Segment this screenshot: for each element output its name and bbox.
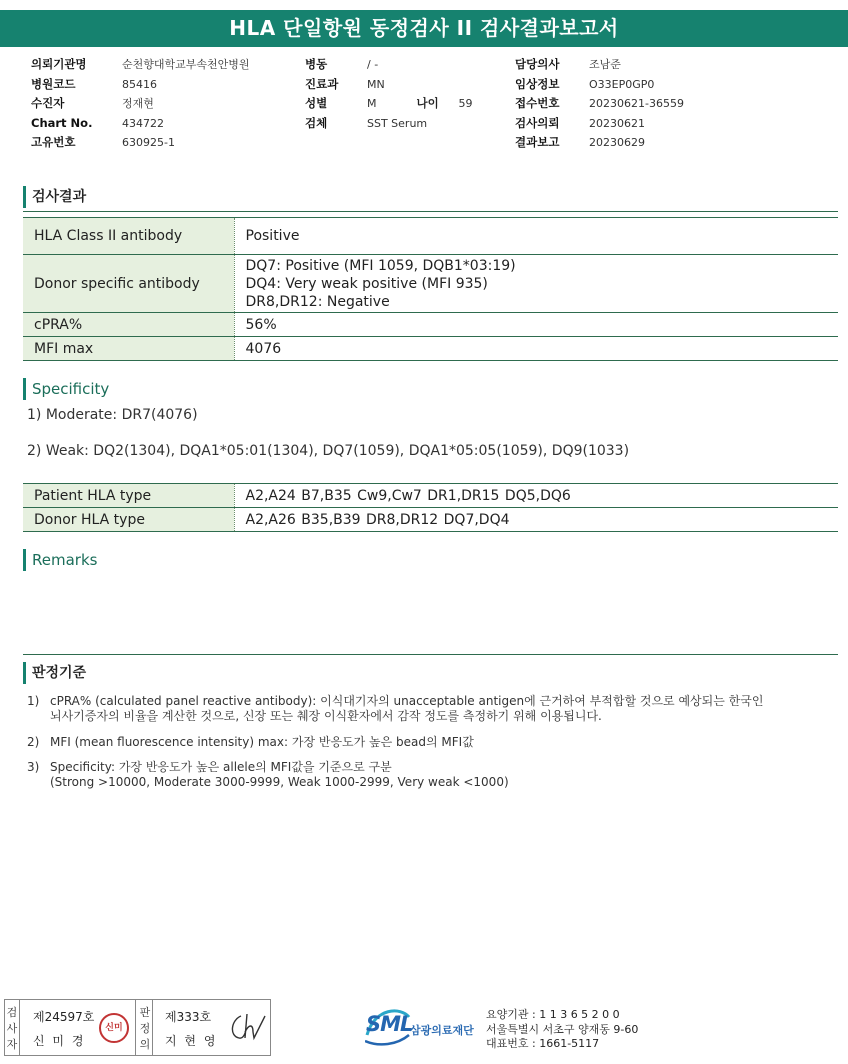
value-chart-no: 434722 <box>122 116 164 130</box>
signature-icon <box>227 1010 267 1044</box>
approver-license: 제333호 <box>165 1010 212 1024</box>
tester-license: 제24597호 <box>33 1010 95 1024</box>
tester-stamp: 신미 <box>99 1013 129 1043</box>
label-ward: 병동 <box>305 57 328 71</box>
specificity-line: 1) Moderate: DR7(4076) <box>27 407 198 423</box>
tester-name: 신 미 경 <box>33 1034 86 1048</box>
report-title: HLA 단일항원 동정검사 II 검사결과보고서 <box>0 10 848 47</box>
table-row <box>23 484 838 508</box>
label-receipt-no: 접수번호 <box>515 96 560 110</box>
table-row <box>23 218 838 255</box>
value-request-date: 20230621 <box>589 116 645 130</box>
contact-line: 서울특별시 서초구 양재동 9-60 <box>486 1022 639 1036</box>
criteria-num: 1) <box>27 694 40 708</box>
value-receipt-no: 20230621-36559 <box>589 97 684 110</box>
table-row <box>23 508 838 532</box>
approver-label: 판 정 의 <box>138 1000 153 1055</box>
result-key: cPRA% <box>23 313 234 337</box>
value-institution: 순천향대학교부속천안병원 <box>122 58 250 71</box>
patient-info-col1 <box>31 55 250 153</box>
signature-box <box>4 999 271 1056</box>
result-value: 4076 <box>234 337 838 361</box>
criteria-line: 뇌사기증자의 비율을 계산한 것으로, 신장 또는 췌장 이식환자에서 감작 정도를 측정하기 위해 이용됩니다. <box>50 709 602 723</box>
contact-line: 대표번호 : 1661-5117 <box>486 1037 600 1050</box>
footer-divider <box>135 1000 136 1055</box>
hla-type-table <box>23 483 838 532</box>
criteria-item <box>27 735 474 750</box>
value-hospital-code: 85416 <box>122 77 157 91</box>
contact-line: 요양기관 : 1 1 3 6 5 2 0 0 <box>486 1008 620 1021</box>
results-rule <box>23 211 838 212</box>
criteria-line: (Strong >10000, Moderate 3000-9999, Weak 1000-2999, Very weak <1000) <box>50 775 509 789</box>
value-department: MN <box>367 77 385 91</box>
result-key: HLA Class II antibody <box>23 218 234 255</box>
label-hospital-code: 병원코드 <box>31 76 76 91</box>
value-doctor: 조남준 <box>589 58 621 71</box>
criteria-rule <box>23 654 838 655</box>
value-report-date: 20230629 <box>589 136 645 149</box>
patient-info-col3 <box>515 55 684 153</box>
label-report-date: 결과보고 <box>515 135 560 149</box>
label-specimen: 검체 <box>305 115 328 130</box>
specificity-heading: Specificity <box>23 378 109 400</box>
criteria-line: cPRA% (calculated panel reactive antibody): 이식대기자의 unacceptable antigen에 근거하여 부적합할 것으로 예상되는 한국인 <box>50 694 764 708</box>
hla-key: Donor HLA type <box>23 508 234 532</box>
table-row <box>23 337 838 361</box>
result-value: Positive <box>234 218 838 255</box>
table-row <box>23 313 838 337</box>
value-ward: / - <box>367 58 379 71</box>
dsa-line: DR8,DR12: Negative <box>245 293 390 310</box>
result-key: Donor specific antibody <box>23 255 234 313</box>
value-age: 59 <box>458 97 473 110</box>
results-heading: 검사결과 <box>23 186 86 208</box>
value-patient: 정재현 <box>122 97 154 110</box>
label-department: 진료과 <box>305 76 339 91</box>
criteria-item <box>27 694 763 724</box>
result-key: MFI max <box>23 337 234 361</box>
hla-value: A2,A26 B35,B39 DR8,DR12 DQ7,DQ4 <box>234 508 838 532</box>
value-clinical-info: O33EP0GP0 <box>589 77 655 91</box>
specificity-line: 2) Weak: DQ2(1304), DQA1*05:01(1304), DQ7(1059), DQA1*05:05(1059), DQ9(1033) <box>27 443 630 459</box>
label-chart-no: Chart No. <box>31 115 93 130</box>
result-value <box>234 255 838 313</box>
org-name: 삼광의료재단 <box>410 1024 474 1037</box>
tester-label: 검 사 자 <box>5 1000 20 1055</box>
label-clinical-info: 임상정보 <box>515 76 560 91</box>
dsa-line: DQ7: Positive (MFI 1059, DQB1*03:19) <box>245 257 516 274</box>
dsa-line: DQ4: Very weak positive (MFI 935) <box>245 275 488 292</box>
criteria-item <box>27 760 509 790</box>
criteria-line: MFI (mean fluorescence intensity) max: 가장 반응도가 높은 bead의 MFI값 <box>50 735 474 749</box>
label-age: 나이 <box>416 96 439 110</box>
criteria-heading: 판정기준 <box>23 662 86 684</box>
label-sex: 성별 <box>305 96 328 110</box>
hla-value: A2,A24 B7,B35 Cw9,Cw7 DR1,DR15 DQ5,DQ6 <box>234 484 838 508</box>
label-unique-id: 고유번호 <box>31 135 76 149</box>
criteria-line: Specificity: 가장 반응도가 높은 allele의 MFI값을 기준으로 구분 <box>50 760 392 774</box>
sml-logo-text: SML <box>366 1012 413 1036</box>
remarks-heading: Remarks <box>23 549 97 571</box>
hla-key: Patient HLA type <box>23 484 234 508</box>
table-row <box>23 255 838 313</box>
value-sex: M <box>367 97 377 110</box>
approver-name: 지 현 영 <box>165 1034 218 1048</box>
org-contact <box>486 1008 638 1052</box>
value-unique-id: 630925-1 <box>122 136 175 149</box>
criteria-num: 3) <box>27 760 40 774</box>
result-value: 56% <box>234 313 838 337</box>
criteria-num: 2) <box>27 735 40 749</box>
results-table <box>23 217 838 361</box>
value-specimen: SST Serum <box>367 116 428 130</box>
label-doctor: 담당의사 <box>515 57 560 71</box>
label-institution: 의뢰기관명 <box>31 57 87 71</box>
patient-info-col2 <box>305 55 473 133</box>
label-patient: 수진자 <box>31 96 65 110</box>
label-request-date: 검사의뢰 <box>515 115 560 130</box>
